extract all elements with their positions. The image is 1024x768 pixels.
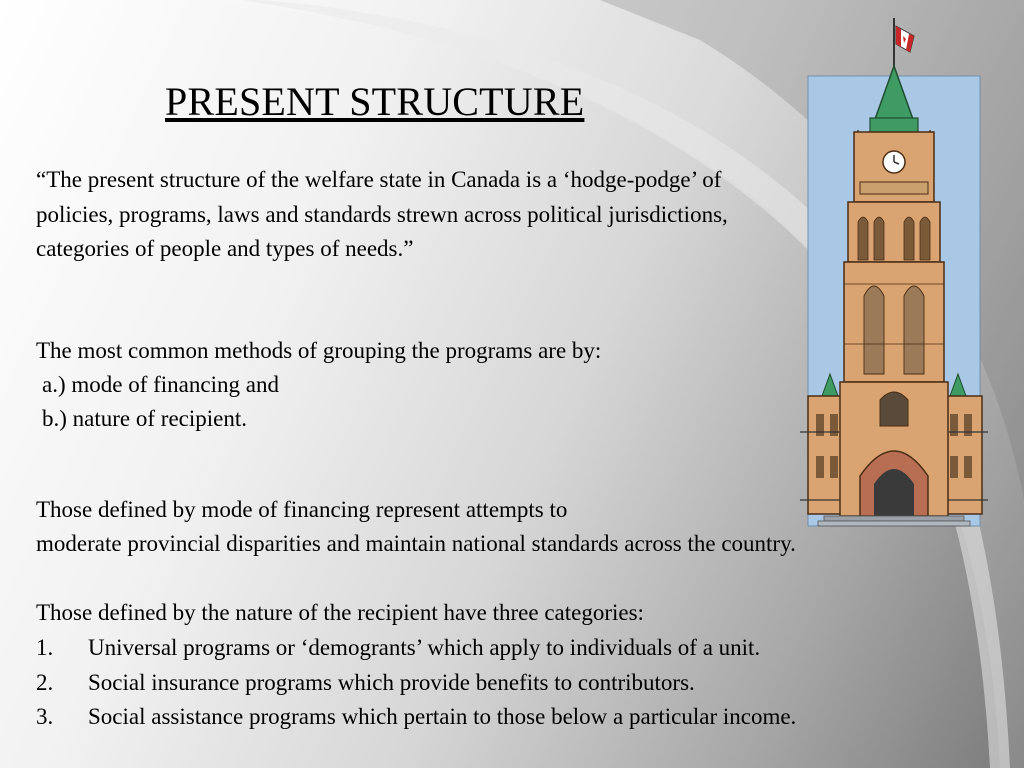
peace-tower-clipart-icon [800, 14, 990, 530]
categories-list [36, 631, 796, 735]
quote-paragraph: “The present structure of the welfare state in Canada is a ‘hodge-podge’ of policies, programs, laws and standards strewn across political jurisdictions, categories of people and types of needs.” [36, 167, 728, 261]
list-number: 2. [36, 669, 54, 695]
slide-title: PRESENT STRUCTURE [165, 79, 585, 124]
list-number: 1. [36, 635, 54, 660]
grouping-item-b: b.) nature of recipient. [42, 406, 247, 431]
list-item [36, 700, 796, 735]
grouping-item-a: a.) mode of financing and [42, 372, 279, 397]
financing-text-line-1: Those defined by mode of financing represent attempts to [36, 497, 568, 522]
grouping-intro: The most common methods of grouping the programs are by: [36, 338, 602, 363]
list-item [36, 666, 796, 701]
list-item [36, 631, 796, 666]
list-text: Social insurance programs which provide benefits to contributors. [88, 669, 695, 695]
canadian-flag-icon [894, 18, 914, 74]
financing-text-line-2: moderate provincial disparities and maintain national standards across the country. [36, 531, 796, 556]
list-text: Universal programs or ‘demogrants’ which apply to individuals of a unit. [88, 635, 761, 660]
list-number: 3. [36, 704, 54, 729]
nature-intro: Those defined by the nature of the recipient have three categories: [36, 600, 644, 625]
list-text: Social assistance programs which pertain to those below a particular income. [88, 704, 797, 729]
